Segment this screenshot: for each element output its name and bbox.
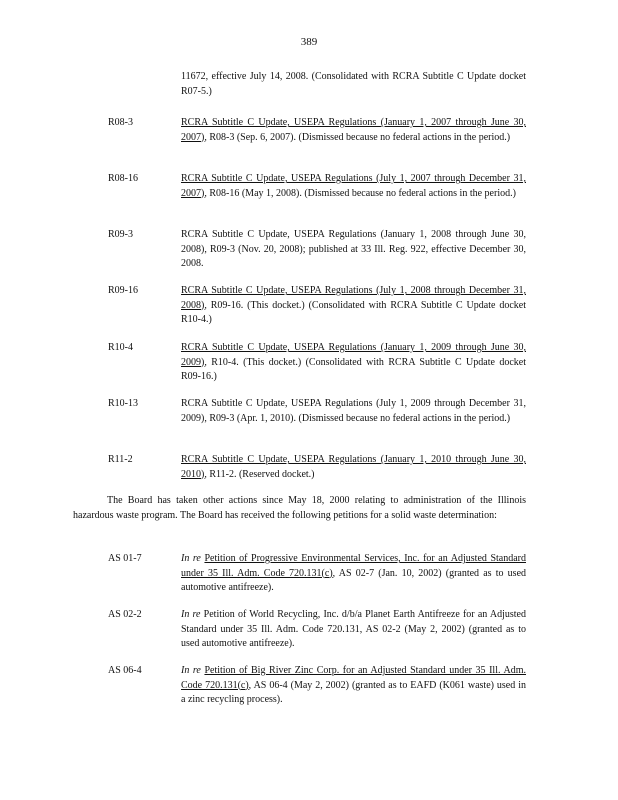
docket-title: RCRA Subtitle C Update, USEPA Regulations (January 1, 2009 through June 30, 2009) [181,342,526,368]
docket-title: RCRA Subtitle C Update, USEPA Regulations (July 1, 2009 through December 31, 2009) [181,398,526,424]
petition-id: AS 06-4 [108,665,142,676]
petition-details: , AS 02-7 (Jan. 10, 2002) (granted as to used automotive antifreeze). [181,567,527,593]
docket-description [181,172,526,201]
continuation-text: 11672, effective July 14, 2008. (Consolidated with RCRA Subtitle C Update docket R07-5.) [181,71,526,97]
docket-description [181,116,526,145]
docket-id: R08-3 [108,117,133,128]
petition-description [181,664,526,708]
docket-id: R08-16 [108,173,138,184]
docket-title: RCRA Subtitle C Update, USEPA Regulations (January 1, 2007 through June 30, 2007) [181,117,526,143]
docket-title: RCRA Subtitle C Update, USEPA Regulations (January 1, 2008 through June 30, 2008) [181,229,526,255]
petition-description [181,552,526,596]
petition-title: Petition of Big River Zinc Corp. for an Adjusted Standard under 35 Ill. Adm. Code 720.131(c) [181,665,527,691]
in-re-label: In re [181,553,201,564]
docket-details: , R10-4. (This docket.) (Consolidated with RCRA Subtitle C Update docket R09-16.) [181,356,526,382]
docket-id: R09-16 [108,285,138,296]
docket-description [181,228,526,272]
docket-details: , R08-16 (May 1, 2008). (Dismissed because no federal actions in the period.) [204,187,516,199]
docket-description [181,453,526,482]
docket-description [181,341,526,385]
docket-details: , R11-2. (Reserved docket.) [204,468,315,480]
docket-details: , R08-3 (Sep. 6, 2007). (Dismissed because no federal actions in the period.) [204,131,511,143]
docket-id: R11-2 [108,454,133,465]
in-re-label: In re [181,609,201,620]
docket-details: , R09-3 (Nov. 20, 2008); published at 33 Ill. Reg. 922, effective December 30, 2008. [181,243,526,269]
petition-title: Petition of Progressive Environmental Services, Inc. for an Adjusted Standard under 35 Ill. Adm. Code 720.131(c) [181,553,526,579]
petition-details: , AS 06-4 (May 2, 2002) (granted as to EAFD (K061 waste) used in a zinc recycling process). [181,679,526,705]
docket-title: RCRA Subtitle C Update, USEPA Regulations (July 1, 2008 through December 31, 2008) [181,285,526,311]
petition-description [181,608,526,652]
docket-title: RCRA Subtitle C Update, USEPA Regulations (July 1, 2007 through December 31, 2007) [181,173,526,199]
docket-id: R10-13 [108,398,138,409]
docket-description [181,397,526,426]
docket-title: RCRA Subtitle C Update, USEPA Regulations (January 1, 2010 through June 30, 2010) [181,454,526,480]
page-number: 389 [300,36,318,48]
docket-details: , R09-16. (This docket.) (Consolidated with RCRA Subtitle C Update docket R10-4.) [181,299,526,325]
petition-id: AS 02-2 [108,609,142,620]
docket-id: R10-4 [108,342,133,353]
petition-title: Petition of World Recycling, Inc. d/b/a Planet Earth Antifreeze for an Adjusted Standard under 35 Ill. Adm. Code 720.131 [181,609,526,635]
in-re-label: In re [181,665,201,676]
docket-id: R09-3 [108,229,133,240]
petition-details: , AS 02-2 (May 2, 2002) (granted as to used automotive antifreeze). [181,623,526,649]
docket-details: , R09-3 (Apr. 1, 2010). (Dismissed because no federal actions in the period.) [204,412,511,424]
petition-id: AS 01-7 [108,553,142,564]
intro-paragraph: The Board has taken other actions since May 18, 2000 relating to administration of the Illinois hazardous waste program. The Board has received the following petitions for a solid waste determination: [73,495,526,521]
docket-description [181,284,526,328]
